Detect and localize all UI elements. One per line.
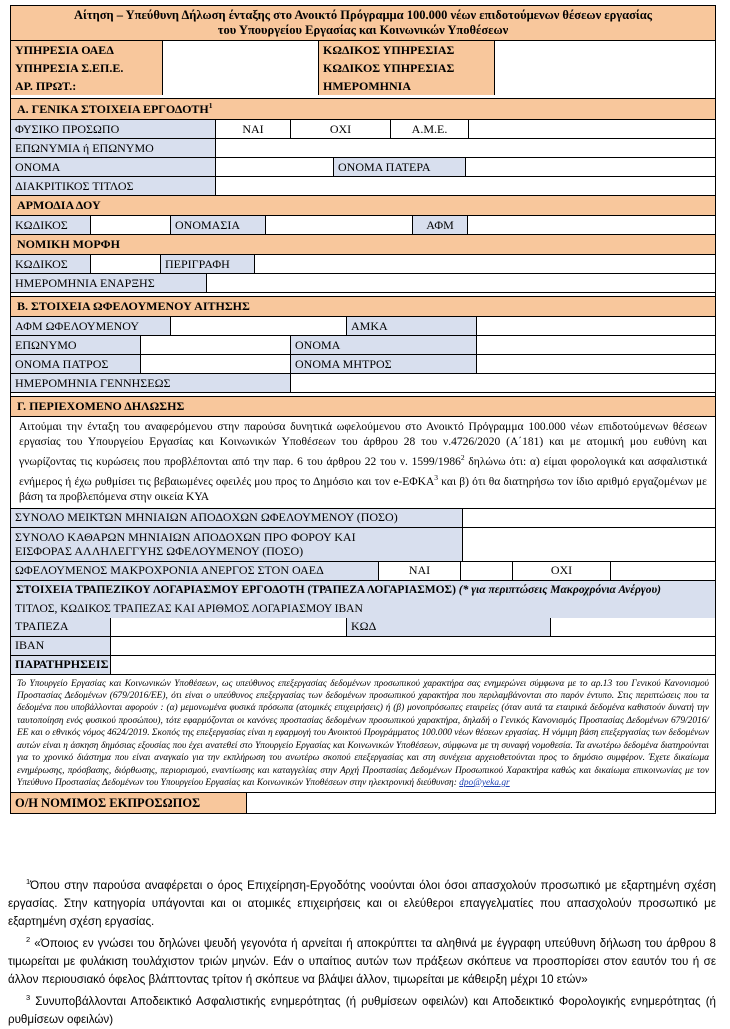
long-term-no[interactable]: ΟΧΙ bbox=[513, 562, 611, 580]
beneficiary-father-label: ΟΝΟΜΑ ΠΑΤΡΟΣ bbox=[11, 355, 141, 373]
beneficiary-surname-field[interactable] bbox=[141, 336, 291, 354]
employer-first-name-label: ΟΝΟΜΑ bbox=[11, 158, 216, 176]
beneficiary-mother-label: ΟΝΟΜΑ ΜΗΤΡΟΣ bbox=[291, 355, 477, 373]
remarks-field[interactable] bbox=[111, 656, 715, 674]
birth-date-label: ΗΜΕΡΟΜΗΝΙΑ ΓΕΝΝΗΣΕΩΣ bbox=[11, 374, 291, 392]
beneficiary-afm-label: ΑΦΜ ΩΦΕΛΟΥΜΕΝΟΥ bbox=[11, 317, 171, 335]
office-code-label-2: ΚΩΔΙΚΟΣ ΥΠΗΡΕΣΙΑΣ bbox=[319, 59, 495, 77]
bank-account-title: ΣΤΟΙΧΕΙΑ ΤΡΑΠΕΖΙΚΟΥ ΛΟΓΑΡΙΑΣΜΟΥ ΕΡΓΟΔΟΤΗ (ΤΡΑΠΕΖΑ ΛΟΓΑΡΙΑΣΜΟΣ) (* για περιπτώσεις Μακροχρόνια Ανέργου) bbox=[11, 581, 715, 600]
company-name-field[interactable] bbox=[216, 139, 715, 157]
legal-form-title: ΝΟΜΙΚΗ ΜΟΡΦΗ bbox=[11, 235, 715, 255]
beneficiary-name-label: ΟΝΟΜΑ bbox=[291, 336, 477, 354]
long-term-yes[interactable]: ΝΑΙ bbox=[379, 562, 461, 580]
birth-date-field[interactable] bbox=[291, 374, 715, 392]
protocol-number-field[interactable] bbox=[163, 77, 319, 95]
legal-representative-label: Ο/Η ΝΟΜΙΜΟΣ ΕΚΠΡΟΣΩΠΟΣ bbox=[11, 793, 247, 813]
ame-field[interactable] bbox=[469, 120, 715, 138]
beneficiary-father-field[interactable] bbox=[141, 355, 291, 373]
beneficiary-surname-label: ΕΠΩΝΥΜΟ bbox=[11, 336, 141, 354]
legal-form-description-label: ΠΕΡΙΓΡΑΦΗ bbox=[161, 255, 255, 273]
amka-field[interactable] bbox=[477, 317, 715, 335]
amka-label: ΑΜΚΑ bbox=[347, 317, 477, 335]
distinctive-title-field[interactable] bbox=[216, 177, 715, 195]
footnote-3: $^3$ Συνυποβάλλονται Αποδεικτικό Ασφαλιστικής ενημερότητας (ή ρυθμίσεων οφειλών) και Αποδεικτικό Φορολογικής ενημερότητας (ή ρυθμίσεων οφειλών) bbox=[8, 992, 716, 1026]
bank-code-label: ΚΩΔ bbox=[347, 618, 551, 636]
distinctive-title-label: ΔΙΑΚΡΙΤΙΚΟΣ ΤΙΤΛΟΣ bbox=[11, 177, 216, 195]
tax-office-title: ΑΡΜΟΔΙΑ ΔΟΥ bbox=[11, 196, 715, 216]
tax-office-name-field[interactable] bbox=[266, 216, 413, 234]
bank-field[interactable] bbox=[111, 618, 347, 636]
title-line-1: Αίτηση – Υπεύθυνη Δήλωση ένταξης στο Ανοικτό Πρόγραμμα 100.000 νέων επιδοτούμενων θέσεων εργασίας bbox=[73, 8, 653, 22]
bank-label: ΤΡΑΠΕΖΑ bbox=[11, 618, 111, 636]
employer-first-name-field[interactable] bbox=[216, 158, 334, 176]
legal-representative-field[interactable] bbox=[247, 793, 715, 813]
application-form bbox=[10, 5, 716, 814]
long-term-no-box[interactable] bbox=[611, 562, 715, 580]
tax-office-name-label: ΟΝΟΜΑΣΙΑ bbox=[171, 216, 266, 234]
long-term-unemployed-label: ΩΦΕΛΟΥΜΕΝΟΣ ΜΑΚΡΟΧΡΟΝΙΑ ΑΝΕΡΓΟΣ ΣΤΟΝ ΟΑΕΔ bbox=[11, 562, 379, 580]
legal-form-code-field[interactable] bbox=[91, 255, 161, 273]
section-c-title: Γ. ΠΕΡΙΕΧΟΜΕΝΟ ΔΗΛΩΣΗΣ bbox=[11, 397, 715, 417]
iban-field[interactable] bbox=[111, 637, 715, 655]
remarks-label: ΠΑΡΑΤΗΡΗΣΕΙΣ bbox=[11, 656, 111, 674]
data-protection-notice: Το Υπουργείο Εργασίας και Κοινωνικών Υποθέσεων, ως υπεύθυνος επεξεργασίας δεδομένων προσωπικού χαρακτήρα σας ενημερώνει σύμφωνα με το αρ.13 του Γενικού Κανονισμού Προστασίας Δεδομένων (679/2016/ΕΕ), ότι είναι ο υπεύθυνος επεξεργασίας των δεδομένων προσωπικού χαρακτήρα που περιλαμβάνονται στο παρόν έντυπο. Στις περιπτώσεις που τα δεδομένα που υποβάλλονται αφορούν : (α) μεμονωμένα φυσικά πρόσωπα (ατομικές επιχειρήσεις) ή (β) μονοπρόσωπες εταιρείες (όταν αυτά τα εταιρικά δεδομένα καθιστούν δυνατή την ταυτοποίηση ενός φυσικού προσώπου), τότε εφαρμόζονται οι κανόνες προστασίας δεδομένων προσωπικού χαρακτήρα, δηλαδή ο Γενικός Κανονισμός Προστασίας Δεδομένων 679/2016/ΕΕ και ο εθνικός νόμος 4624/2019. Σκοπός της επεξεργασίας είναι η εφαρμογή του Ανοικτού Προγράμματος 100.000 νέων θέσεων εργασίας. Η νόμιμη βάση επεξεργασίας των δεδομένων αυτών είναι η άσκηση δημόσιας εξουσίας που έχει ανατεθεί στο Υπουργείο Εργασίας και Κοινωνικών Υποθέσεων, σύμφωνα με τη συναφή νομοθεσία. Τα ανωτέρω δεδομένα διατηρούνται για το χρονικό διάστημα που είναι αναγκαίο για την εκπλήρωση του ανωτέρω σκοπού επεξεργασίας και στη συνέχεια αρχειοθετούνται προς το δημόσιο συμφέρον. Έχετε δικαίωμα ενημέρωσης, πρόσβασης, διόρθωσης, περιορισμού, εναντίωσης και καταγγελίας στην Αρχή Προστασίας Δεδομένων Προσωπικού Χαρακτήρα καθώς και δικαίωμα επικοινωνίας με τον Υπεύθυνο Προστασίας Δεδομένων του Υπουργείου Εργασίας και Κοινωνικών Υποθέσεων στην ηλεκτρονική διεύθυνση: dpo@yeka.gr bbox=[11, 675, 715, 794]
company-name-label: ΕΠΩΝΥΜΙΑ ή ΕΠΩΝΥΜΟ bbox=[11, 139, 216, 157]
net-pay-field[interactable] bbox=[463, 528, 715, 561]
sepe-office-label: ΥΠΗΡΕΣΙΑ Σ.ΕΠ.Ε. bbox=[11, 59, 163, 77]
ame-label: Α.Μ.Ε. bbox=[391, 120, 469, 138]
date-field[interactable] bbox=[495, 77, 715, 95]
physical-person-no[interactable]: ΟΧΙ bbox=[291, 120, 391, 138]
date-label: ΗΜΕΡΟΜΗΝΙΑ bbox=[319, 77, 495, 95]
tax-office-code-field[interactable] bbox=[91, 216, 171, 234]
gross-pay-label: ΣΥΝΟΛΟ ΜΕΙΚΤΩΝ ΜΗΝΙΑΙΩΝ ΑΠΟΔΟΧΩΝ ΩΦΕΛΟΥΜΕΝΟΥ (ΠΟΣΟ) bbox=[11, 509, 463, 527]
employer-father-name-label: ΟΝΟΜΑ ΠΑΤΕΡΑ bbox=[334, 158, 466, 176]
gross-pay-field[interactable] bbox=[463, 509, 715, 527]
bank-account-subtitle: ΤΙΤΛΟΣ, ΚΩΔΙΚΟΣ ΤΡΑΠΕΖΑΣ ΚΑΙ ΑΡΙΘΜΟΣ ΛΟΓΑΡΙΑΣΜΟΥ IBAN bbox=[11, 600, 715, 618]
footnote-2: $^2$ «Όποιος εν γνώσει του δηλώνει ψευδή γεγονότα ή αρνείται ή αποκρύπτει τα αληθινά με έγγραφη υπεύθυνη δήλωση του άρθρου 8 τιμωρείται με φυλάκιση τουλάχιστον τριών μηνών. Εάν ο υπαίτιος αυτών των πράξεων σκόπευε να προσπορίσει στον εαυτόν του ή σε άλλον περιουσιακό όφελος βλάπτοντας τρίτον ή σκόπευε να βλάψει άλλον, τιμωρείται με κάθειρξη μέχρι 10 ετών» bbox=[8, 934, 716, 986]
bank-code-field[interactable] bbox=[551, 618, 715, 636]
declaration-text: Αιτούμαι την ένταξη του αναφερόμενου στην παρούσα δυνητικά ωφελούμενου στο Ανοικτό Πρόγραμμα 100.000 νέων επιδοτούμενων θέσεων εργασίας του Υπουργείου Εργασίας και Κοινωνικών Υποθέσεων του άρθρου 28 του ν.4726/2020 (Α΄181) και με ατομική μου ευθύνη και γνωρίζοντας τις κυρώσεις που προβλέπονται από την παρ. 6 του άρθρου 22 του ν. 1599/1986$^2$ δηλώνω ότι: α) είμαι φορολογικά και ασφαλιστικά ενήμερος ή έχω ρυθμίσει τις βεβαιωμένες οφειλές μου προς το Δημόσιο και τον e-ΕΦΚΑ$^3$ και β) ότι θα διατηρήσω τον ίδιο αριθμό εργαζομένων με βάση τα προβλεπόμενα στην οικεία ΚΥΑ bbox=[11, 417, 715, 509]
start-date-label: ΗΜΕΡΟΜΗΝΙΑ ΕΝΑΡΞΗΣ bbox=[11, 274, 207, 292]
long-term-yes-box[interactable] bbox=[461, 562, 513, 580]
form-title bbox=[11, 6, 715, 41]
employer-afm-label: ΑΦΜ bbox=[413, 216, 468, 234]
employer-afm-field[interactable] bbox=[468, 216, 715, 234]
sepe-office-field[interactable] bbox=[163, 59, 319, 77]
legal-form-code-label: ΚΩΔΙΚΟΣ bbox=[11, 255, 91, 273]
oaed-office-label: ΥΠΗΡΕΣΙΑ ΟΑΕΔ bbox=[11, 41, 163, 59]
iban-label: IBAN bbox=[11, 637, 111, 655]
beneficiary-name-field[interactable] bbox=[477, 336, 715, 354]
section-a-title: Α. ΓΕΝΙΚΑ ΣΤΟΙΧΕΙΑ ΕΡΓΟΔΟΤΗ$^1$ bbox=[11, 99, 715, 120]
start-date-field[interactable] bbox=[207, 274, 715, 292]
beneficiary-afm-field[interactable] bbox=[171, 317, 347, 335]
physical-person-yes[interactable]: ΝΑΙ bbox=[216, 120, 291, 138]
footnotes bbox=[8, 873, 716, 1029]
beneficiary-mother-field[interactable] bbox=[477, 355, 715, 373]
office-code-field-2[interactable] bbox=[495, 59, 715, 77]
tax-office-code-label: ΚΩΔΙΚΟΣ bbox=[11, 216, 91, 234]
footnote-1: $^1$Όπου στην παρούσα αναφέρεται ο όρος Επιχείρηση-Εργοδότης νοούνται όλοι όσοι απασχολούν προσωπικό με εξαρτημένη σχέση εργασίας. Στην κατηγορία υπάγονται και οι ατομικές επιχειρήσεις και οι ελεύθεροι επαγγελματίες που απασχολούν προσωπικό με εξαρτημένη σχέση εργασίας. bbox=[8, 877, 716, 928]
protocol-number-label: ΑΡ. ΠΡΩΤ.: bbox=[11, 77, 163, 95]
dpo-email-link[interactable]: dpo@yeka.gr bbox=[459, 777, 510, 788]
section-b-title: Β. ΣΤΟΙΧΕΙΑ ΩΦΕΛΟΥΜΕΝΟΥ ΑΙΤΗΣΗΣ bbox=[11, 297, 715, 317]
office-code-field-1[interactable] bbox=[495, 41, 715, 59]
oaed-office-field[interactable] bbox=[163, 41, 319, 59]
employer-father-name-field[interactable] bbox=[466, 158, 715, 176]
net-pay-label: ΣΥΝΟΛΟ ΚΑΘΑΡΩΝ ΜΗΝΙΑΙΩΝ ΑΠΟΔΟΧΩΝ ΠΡΟ ΦΟΡΟΥ ΚΑΙ ΕΙΣΦΟΡΑΣ ΑΛΛΗΛΕΓΓΥΗΣ ΩΦΕΛΟΥΜΕΝΟΥ (ΠΟΣΟ) bbox=[11, 528, 463, 561]
legal-form-description-field[interactable] bbox=[255, 255, 715, 273]
physical-person-label: ΦΥΣΙΚΟ ΠΡΟΣΩΠΟ bbox=[11, 120, 216, 138]
title-line-2: του Υπουργείου Εργασίας και Κοινωνικών Υποθέσεων bbox=[217, 23, 509, 37]
office-code-label-1: ΚΩΔΙΚΟΣ ΥΠΗΡΕΣΙΑΣ bbox=[319, 41, 495, 59]
